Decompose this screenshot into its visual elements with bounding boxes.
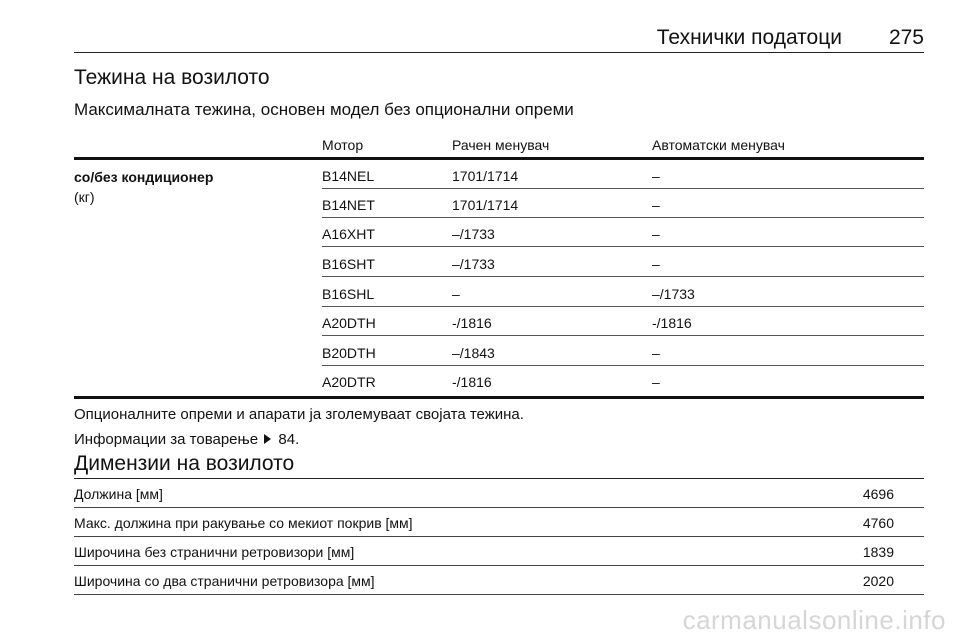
- motor-cell: A16XHT: [322, 226, 375, 242]
- col-manual: Рачен менувач: [452, 137, 550, 153]
- weight-subheading: Максималната тежина, основен модел без опционални опреми: [74, 100, 574, 119]
- running-header: [74, 26, 924, 53]
- dimension-value: 4760: [862, 515, 894, 531]
- table-row: [322, 337, 924, 366]
- automatic-cell: –: [652, 226, 660, 242]
- table-row: [74, 479, 924, 508]
- weight-table-header: [74, 133, 924, 160]
- dimension-value: 1839: [862, 544, 894, 560]
- weight-heading: Тежина на возилото: [74, 66, 270, 89]
- motor-cell: A20DTH: [322, 315, 376, 331]
- automatic-cell: -/1816: [652, 315, 692, 331]
- automatic-cell: –/1733: [652, 286, 695, 302]
- table-row: [322, 278, 924, 307]
- manual-cell: –: [452, 286, 460, 302]
- automatic-cell: –: [652, 256, 660, 272]
- automatic-cell: –: [652, 197, 660, 213]
- table-row: [322, 307, 924, 336]
- dimension-value: 4696: [862, 486, 894, 502]
- row-group-label: [74, 167, 213, 207]
- manual-cell: -/1816: [452, 374, 492, 390]
- loading-info-page-link[interactable]: 84.: [278, 431, 300, 448]
- automatic-cell: –: [652, 374, 660, 390]
- dimension-label: Широчина со два странични ретровизора [мм]: [74, 573, 375, 589]
- manual-cell: –/1733: [452, 226, 495, 242]
- manual-cell: -/1816: [452, 315, 492, 331]
- motor-cell: B14NET: [322, 197, 375, 213]
- motor-cell: B16SHT: [322, 256, 375, 272]
- table-row: [322, 248, 924, 277]
- col-motor: Мотор: [322, 137, 364, 153]
- dimension-label: Должина [мм]: [74, 486, 163, 502]
- manual-cell: 1701/1714: [452, 197, 519, 213]
- manual-cell: –/1733: [452, 256, 495, 272]
- weight-note: Опционалните опреми и апарати ја зголемуваат својата тежина.: [74, 406, 524, 423]
- row-label-ac: со/без кондиционер: [74, 169, 214, 185]
- dimension-label: Макс. должина при ракување со мекиот покрив [мм]: [74, 515, 413, 531]
- manual-cell: 1701/1714: [452, 168, 519, 184]
- col-automatic: Автоматски менувач: [652, 137, 785, 153]
- motor-cell: B16SHL: [322, 286, 375, 302]
- table-row: [322, 160, 924, 189]
- table-row: [322, 189, 924, 218]
- manual-page: [74, 0, 924, 642]
- loading-info-note: [74, 431, 299, 448]
- motor-cell: B14NEL: [322, 168, 375, 184]
- page-reference-arrow-icon: [264, 434, 271, 444]
- manual-cell: –/1843: [452, 345, 495, 361]
- loading-info-text: Информации за товарење: [74, 431, 259, 448]
- automatic-cell: –: [652, 345, 660, 361]
- motor-cell: B20DTH: [322, 345, 376, 361]
- watermark: carmanualsonline.info: [682, 605, 946, 635]
- table-row: [74, 537, 924, 566]
- row-label-unit: (кг): [74, 189, 95, 205]
- section-title: Технички податоци: [656, 26, 842, 49]
- dimension-label: Широчина без странични ретровизори [мм]: [74, 544, 355, 560]
- table-row: [322, 218, 924, 247]
- dimensions-heading: Димензии на возилото: [74, 452, 295, 475]
- table-row: [322, 366, 924, 394]
- table-row: [74, 508, 924, 537]
- table-bottom-rule: [74, 396, 924, 399]
- table-row: [74, 566, 924, 595]
- page-number: 275: [888, 26, 924, 49]
- automatic-cell: –: [652, 168, 660, 184]
- motor-cell: A20DTR: [322, 374, 376, 390]
- dimension-value: 2020: [862, 573, 894, 589]
- dimensions-table: [74, 478, 924, 595]
